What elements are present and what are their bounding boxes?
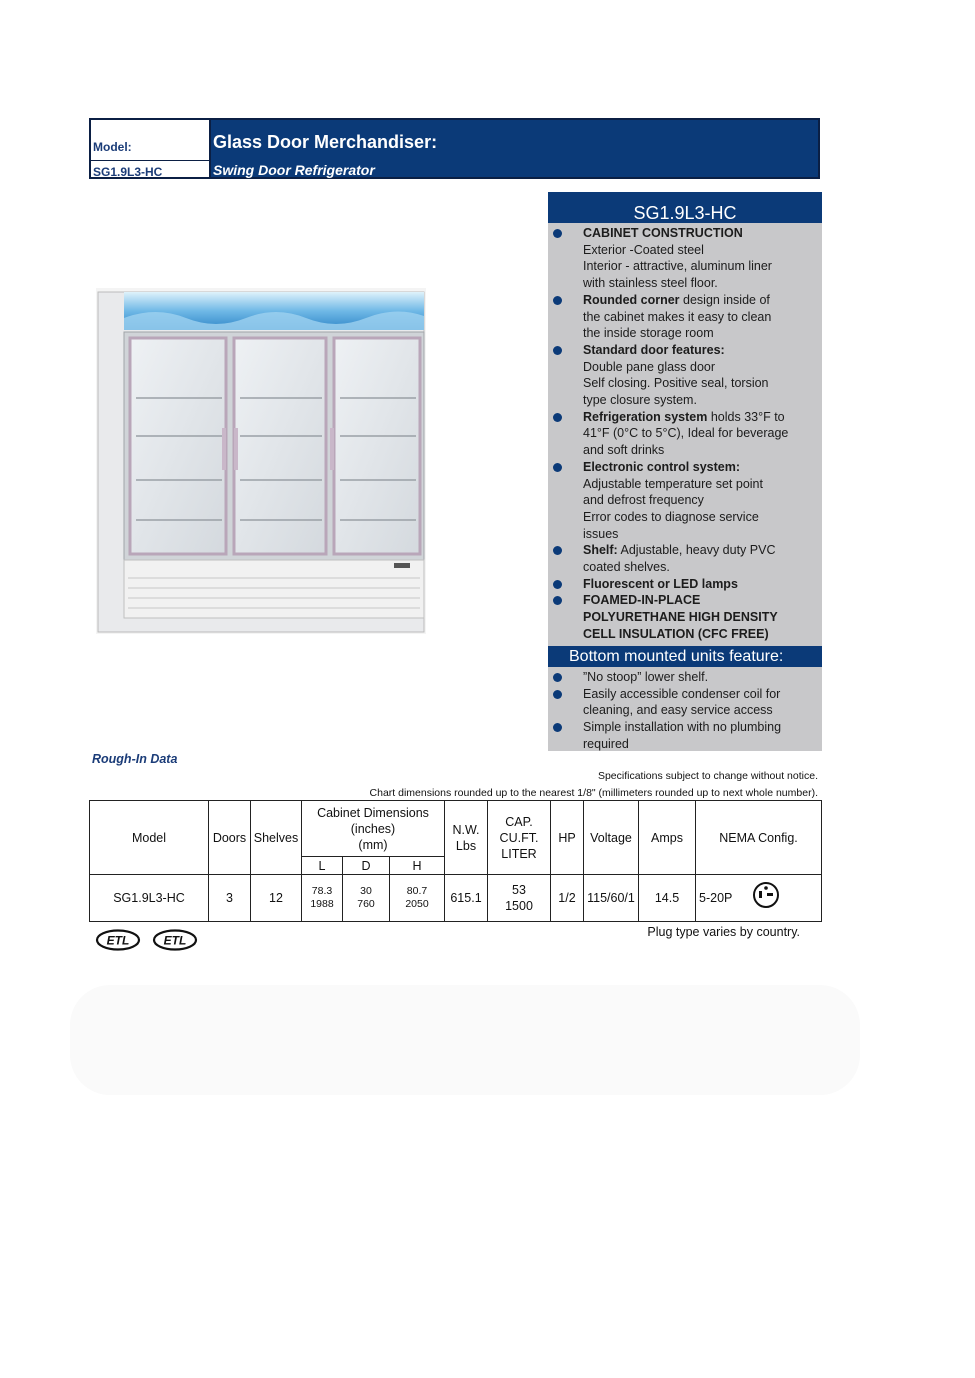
- cell-model: SG1.9L3-HC: [90, 875, 209, 922]
- bottom-mounted-list: [548, 669, 822, 753]
- header-nema: NEMA Config.: [696, 801, 822, 875]
- etl-logo-text: ETL: [106, 933, 130, 948]
- spec-title: SG1.9L3-HC: [548, 192, 822, 223]
- product-image: [96, 288, 426, 634]
- spec-item-heading: Shelf:: [583, 543, 618, 558]
- bullet-icon: [553, 229, 562, 238]
- spec-list: [548, 225, 822, 643]
- cell-cap: 53 1500: [488, 875, 551, 922]
- model-label: Model:: [93, 140, 132, 154]
- nema-value: 5-20P: [699, 891, 733, 905]
- header-doors: Doors: [209, 801, 251, 875]
- dimension-note: Chart dimensions rounded up to the nearest 1/8" (millimeters rounded up to next whole number).: [369, 787, 818, 799]
- plug-note: Plug type varies by country.: [647, 925, 800, 939]
- spec-item: [548, 542, 822, 575]
- bottom-mounted-title: Bottom mounted units feature:: [548, 646, 822, 667]
- spec-item: [548, 459, 822, 543]
- bullet-icon: [553, 673, 562, 682]
- bottom-feature-item: [548, 719, 822, 752]
- page-subtitle: Swing Door Refrigerator: [213, 162, 375, 178]
- spec-item-text: Double pane glass door Self closing. Positive seal, torsion type closure system.: [583, 359, 769, 408]
- header-nw: N.W. Lbs: [445, 801, 488, 875]
- header-d: D: [343, 857, 390, 875]
- header-l: L: [302, 857, 343, 875]
- spec-item-heading: Refrigeration system: [583, 409, 708, 424]
- page-title: Glass Door Merchandiser:: [213, 132, 438, 152]
- spec-item: [548, 225, 822, 292]
- header-model: Model: [90, 801, 209, 875]
- bullet-icon: [553, 346, 562, 355]
- spec-item-text: holds 33°F to 41°F (0°C to 5°C), Ideal for beverage and soft drinks: [583, 409, 789, 458]
- bottom-feature-text: ”No stoop” lower shelf.: [583, 670, 709, 684]
- etl-logo-icon: [95, 929, 141, 951]
- cell-h: 80.7 2050: [390, 875, 445, 922]
- bullet-icon: [553, 413, 562, 422]
- spec-item-heading: Rounded corner: [583, 292, 680, 307]
- header-voltage: Voltage: [584, 801, 639, 875]
- header-hp: HP: [551, 801, 584, 875]
- etl-logo-icon: [152, 929, 198, 951]
- header-cabinet-dimensions: Cabinet Dimensions (inches) (mm): [302, 801, 445, 857]
- header-shelves: Shelves: [251, 801, 302, 875]
- spec-item-heading: Fluorescent or LED lamps: [583, 576, 738, 591]
- cell-nema: [696, 875, 822, 922]
- spec-item: [548, 409, 822, 459]
- bullet-icon: [553, 690, 562, 699]
- cell-nw: 615.1: [445, 875, 488, 922]
- header-amps: Amps: [639, 801, 696, 875]
- cell-d: 30 760: [343, 875, 390, 922]
- model-box: [91, 120, 211, 177]
- header-h: H: [390, 857, 445, 875]
- spec-item-heading: Standard door features:: [583, 342, 725, 357]
- bottom-feature-item: [548, 669, 822, 686]
- cell-voltage: 115/60/1: [584, 875, 639, 922]
- bullet-icon: [553, 580, 562, 589]
- bullet-icon: [553, 723, 562, 732]
- spec-item: [548, 592, 822, 642]
- spec-item-text: Adjustable temperature set point and defrost frequency Error codes to diagnose service issues: [583, 476, 763, 541]
- bullet-icon: [553, 463, 562, 472]
- bottom-feature-item: [548, 686, 822, 719]
- spec-item: [548, 576, 822, 593]
- spec-note: Specifications subject to change without notice.: [597, 770, 818, 782]
- cell-l: 78.3 1988: [302, 875, 343, 922]
- bullet-icon: [553, 596, 562, 605]
- faded-background: [70, 985, 860, 1095]
- spec-panel: [548, 192, 822, 751]
- bottom-feature-text: Easily accessible condenser coil for cleaning, and easy service access: [583, 686, 781, 718]
- header-cap: CAP. CU.FT. LITER: [488, 801, 551, 875]
- spec-item-text: design inside of the cabinet makes it easy to clean the inside storage room: [583, 292, 772, 341]
- bullet-icon: [553, 546, 562, 555]
- cell-shelves: 12: [251, 875, 302, 922]
- bottom-feature-text: Simple installation with no plumbing required: [583, 720, 782, 751]
- rough-in-table: [89, 800, 822, 922]
- cell-amps: 14.5: [639, 875, 696, 922]
- spec-item-heading: CABINET CONSTRUCTION: [583, 226, 743, 240]
- rough-in-title: Rough-In Data: [92, 752, 178, 766]
- spec-item-heading: FOAMED-IN-PLACE POLYURETHANE HIGH DENSITY CELL INSULATION (CFC FREE): [583, 593, 778, 641]
- spec-item: [548, 342, 822, 409]
- cell-doors: 3: [209, 875, 251, 922]
- spec-item-text: Adjustable, heavy duty PVC coated shelves.: [583, 543, 776, 575]
- bullet-icon: [553, 296, 562, 305]
- plug-outlet-icon: [752, 881, 780, 909]
- etl-logo-text: ETL: [163, 933, 187, 948]
- header-bar: [89, 118, 820, 179]
- spec-item-heading: Electronic control system:: [583, 459, 740, 474]
- model-value: SG1.9L3-HC: [91, 160, 209, 179]
- cell-hp: 1/2: [551, 875, 584, 922]
- spec-item-text: Exterior -Coated steel Interior - attractive, aluminum liner with stainless steel floor.: [583, 242, 772, 291]
- spec-item: [548, 292, 822, 342]
